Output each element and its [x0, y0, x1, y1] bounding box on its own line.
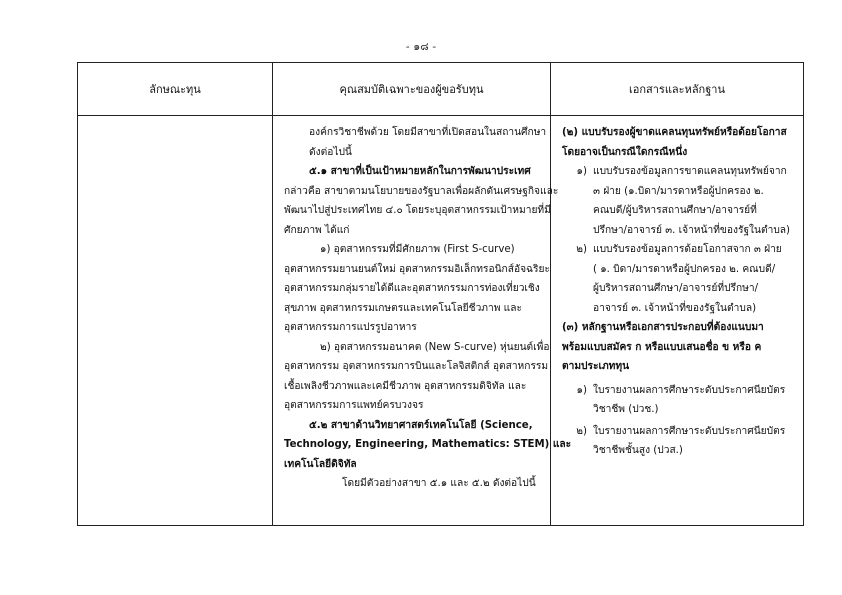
- text-line: กล่าวคือ สาขาตามนโยบายของรัฐบาลเพื่อผลักดันเศรษฐกิจและ: [284, 185, 559, 197]
- text-line: ปรึกษา/อาจารย์ ๓. เจ้าหน้าที่ของรัฐในตำบล): [593, 224, 791, 236]
- item-2-heading: (๒) แบบรับรองผู้ขาดแคลนทุนทรัพย์หรือด้อยโอกาส: [562, 127, 787, 138]
- text-line: ใบรายงานผลการศึกษาระดับประกาศนียบัตร: [593, 425, 786, 437]
- section-heading-5-2: ๕.๒ สาขาด้านวิทยาศาสตร์เทคโนโลยี (Science,: [309, 419, 533, 431]
- content-row: [78, 116, 804, 526]
- text-line: ศักยภาพ ได้แก่: [284, 224, 350, 236]
- item-2-heading-cont: โดยอาจเป็นกรณีใดกรณีหนึ่ง: [562, 146, 688, 158]
- document-table: [77, 62, 804, 526]
- text-line: คณบดี/ผู้บริหารสถานศึกษา/อาจารย์ที่: [593, 205, 757, 216]
- header-qualifications: คุณสมบัติเฉพาะของผู้ขอรับทุน: [273, 63, 551, 116]
- text-line: สุขภาพ อุตสาหกรรมเกษตรและเทคโนโลยีชีวภาพ และ: [284, 302, 522, 314]
- text-line: โดยมีตัวอย่างสาขา ๕.๑ และ ๕.๒ ดังต่อไปนี้: [342, 478, 536, 489]
- item-3-heading: (๓) หลักฐานหรือเอกสารประกอบที่ต้องแนบมา: [562, 322, 764, 333]
- header-documents: เอกสารและหลักฐาน: [551, 63, 804, 116]
- item-number: ๑): [576, 384, 587, 396]
- item-number: ๒): [576, 425, 587, 437]
- text-line: ๓ ฝ่าย (๑.บิดา/มารดาหรือผู้ปกครอง ๒.: [593, 185, 764, 197]
- text-line: ( ๑. บิดา/มารดาหรือผู้ปกครอง ๒. คณบดี/: [593, 263, 776, 275]
- documents-cell: [551, 116, 804, 526]
- text-line: องค์กรวิชาชีพด้วย โดยมีสาขาที่เปิดสอนในสถานศึกษา: [309, 127, 547, 138]
- sub-item-3-1: [562, 381, 799, 420]
- item-3-heading-cont: พร้อมแบบสมัคร ก หรือแบบเสนอชื่อ ข หรือ ค: [562, 341, 762, 353]
- qualifications-cell: [273, 116, 572, 526]
- text-line: แบบรับรองข้อมูลการขาดแคลนทุนทรัพย์จาก: [593, 166, 787, 177]
- sub-item-2-2: [562, 240, 799, 318]
- sub-item-3-2: [562, 422, 799, 461]
- text-line: อุตสาหกรรมกลุ่มรายได้ดีและอุตสาหกรรมการท่องเที่ยวเชิง: [284, 283, 540, 294]
- text-line: อุตสาหกรรมการแพทย์ครบวงจร: [284, 400, 424, 411]
- text-line: ดังต่อไปนี้: [309, 146, 352, 158]
- text-line: ๒) อุตสาหกรรมอนาคต (New S-curve) หุ่นยนต์เพื่อ: [320, 341, 550, 353]
- text-line: วิชาชีพชั้นสูง (ปวส.): [593, 445, 683, 456]
- header-scholarship-type: ลักษณะทุน: [78, 63, 273, 116]
- text-line: ใบรายงานผลการศึกษาระดับประกาศนียบัตร: [593, 384, 786, 396]
- text-line: อุตสาหกรรมยานยนต์ใหม่ อุตสาหกรรมอิเล็กทรอนิกส์อัจฉริยะ: [284, 263, 550, 275]
- text-line: เชื้อเพลิงชีวภาพและเคมีชีวภาพ อุตสาหกรรมดิจิทัล และ: [284, 380, 527, 392]
- scholarship-type-cell: [78, 116, 273, 526]
- text-line: เทคโนโลยีดิจิทัล: [284, 458, 357, 470]
- page-number: - ๑๘ -: [405, 40, 437, 53]
- sub-item-2-1: [562, 162, 799, 240]
- item-3-heading-cont: ตามประเภททุน: [562, 361, 630, 372]
- text-line: อุตสาหกรรมการแปรรูปอาหาร: [284, 322, 417, 333]
- text-line: ๑) อุตสาหกรรมที่มีศักยภาพ (First S-curve): [320, 244, 515, 255]
- header-row: [78, 63, 804, 116]
- item-number: ๑): [576, 166, 587, 177]
- text-line: แบบรับรองข้อมูลการด้อยโอกาสจาก ๓ ฝ่าย: [593, 244, 782, 255]
- text-line: พัฒนาไปสู่ประเทศไทย ๔.๐ โดยระบุอุตสาหกรรมเป้าหมายที่มี: [284, 205, 551, 216]
- text-line: อาจารย์ ๓. เจ้าหน้าที่ของรัฐในตำบล): [593, 302, 757, 314]
- section-heading-5-1: ๕.๑ สาขาที่เป็นเป้าหมายหลักในการพัฒนาประเทศ: [309, 166, 531, 177]
- text-line: อุตสาหกรรม อุตสาหกรรมการบินและโลจิสติกส์ อุตสาหกรรม: [284, 361, 549, 372]
- item-number: ๒): [576, 244, 587, 255]
- text-line: ผู้บริหารสถานศึกษา/อาจารย์ที่ปรึกษา/: [593, 283, 759, 294]
- text-line: Technology, Engineering, Mathematics: STEM) และ: [284, 439, 572, 450]
- text-line: วิชาชีพ (ปวช.): [593, 404, 659, 415]
